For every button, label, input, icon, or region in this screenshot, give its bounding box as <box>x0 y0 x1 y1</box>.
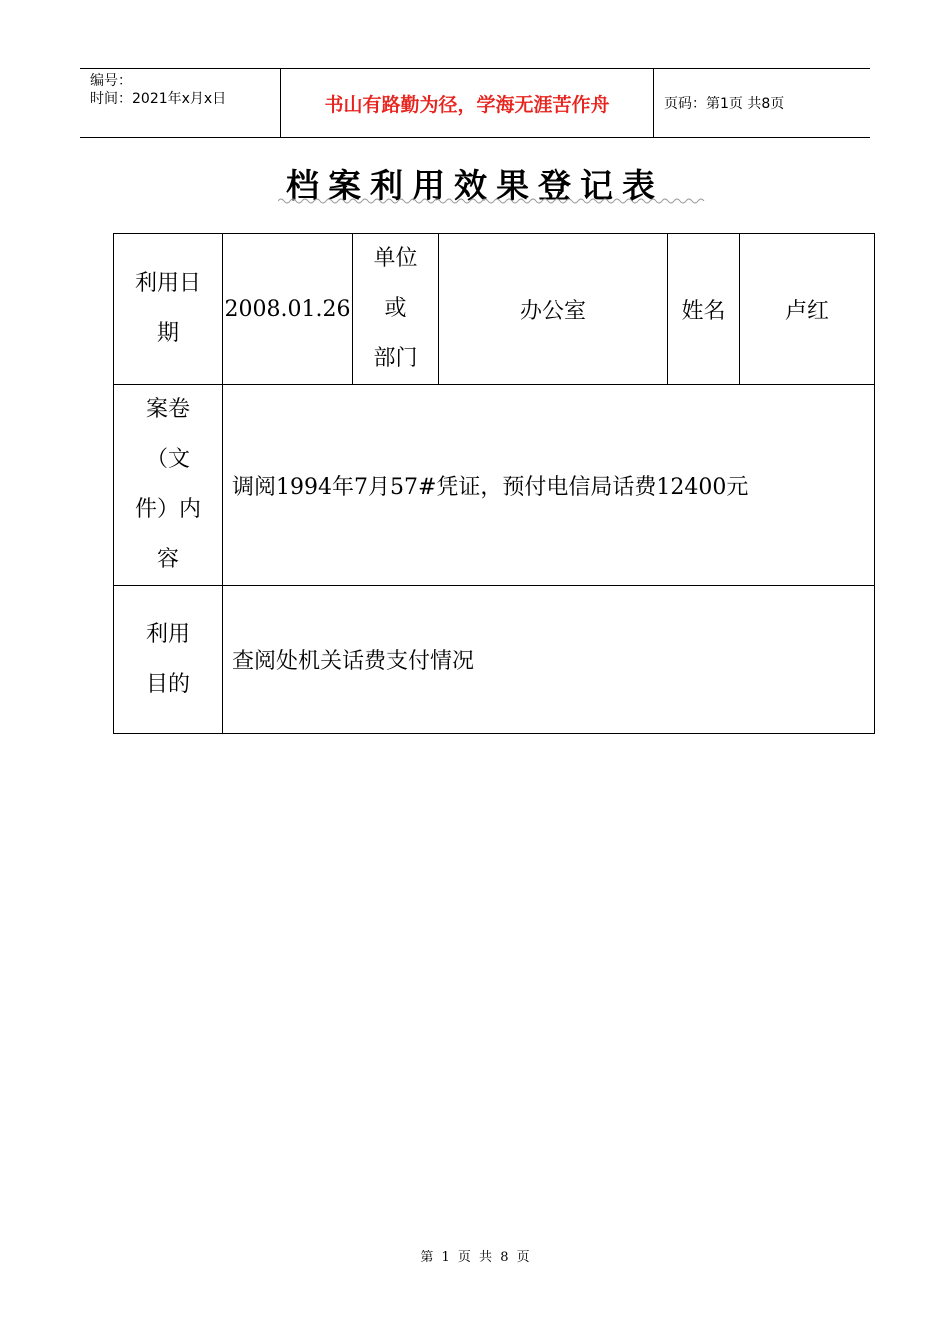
document-title: 档案利用效果登记表 <box>286 166 664 205</box>
page-footer: 第 1 页 共 8 页 <box>420 1250 530 1265</box>
table-row <box>114 385 875 586</box>
time-label: 时间：2021年x月x日 <box>90 91 227 107</box>
use-date-value: 2008.01.26 <box>223 234 353 385</box>
content-value: 调阅1994年7月57#凭证，预付电信局话费12400元 <box>223 385 875 586</box>
unit-label: 单位 或 部门 <box>353 234 439 385</box>
use-date-label: 利用日 期 <box>114 234 223 385</box>
registration-form-table <box>113 233 875 734</box>
name-value: 卢红 <box>740 234 875 385</box>
title-underline-wave <box>278 196 706 206</box>
purpose-label: 利用 目的 <box>114 586 223 734</box>
name-label: 姓名 <box>668 234 740 385</box>
table-row <box>114 234 875 385</box>
document-header <box>80 68 870 138</box>
purpose-value: 查阅处机关话费支付情况 <box>223 586 875 734</box>
content-label: 案卷 （文 件）内 容 <box>114 385 223 586</box>
serial-label: 编号： <box>90 73 132 89</box>
unit-value: 办公室 <box>439 234 668 385</box>
table-row <box>114 586 875 734</box>
header-page-info: 页码：第1页 共8页 <box>664 96 785 112</box>
header-motto: 书山有路勤为径，学海无涯苦作舟 <box>281 69 654 137</box>
header-meta-cell <box>80 69 281 137</box>
